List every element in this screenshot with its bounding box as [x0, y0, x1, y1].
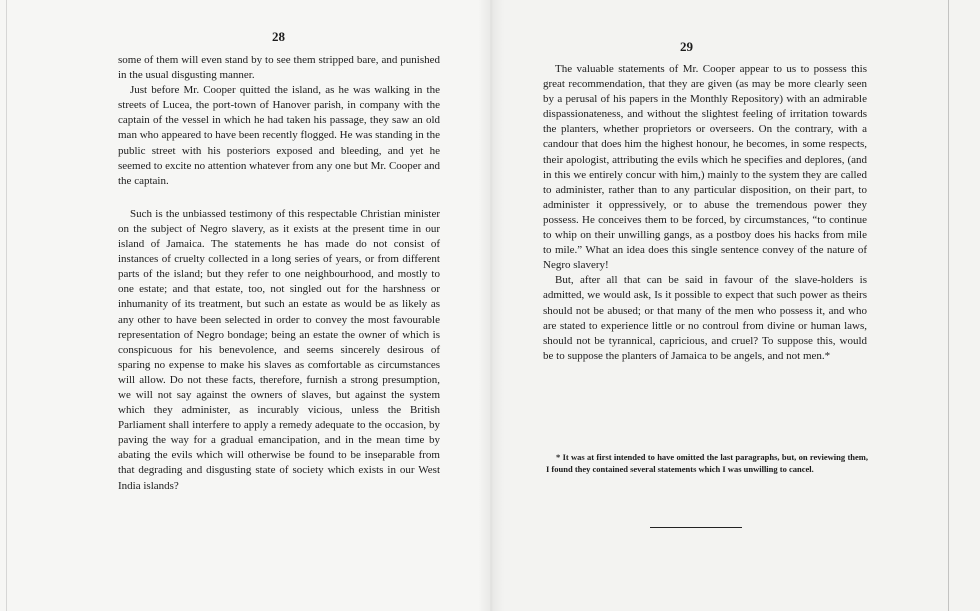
book-gutter [478, 0, 504, 611]
footnote: * It was at first intended to have omitted the last paragraphs, but, on reviewing them, I found they contained several statements which I was unwilling to cancel. [546, 452, 868, 474]
right-paragraph-1: The valuable statements of Mr. Cooper appear to us to possess this great recommendation, that they are given (as may be more clearly seen by a perusal of his papers in the Monthly Repository) with an admirable dispassionateness, and without the slightest feeling of irritation towards the planters, whether proprietors or overseers. On the contrary, with a candour that does him the highest honour, he becomes, in some respects, their apologist, attributing the evils which he specifies and deplores, (and in this we entirely concur with him,) mainly to the system they are called to administer, rather than to any particular disposition, on their part, to administer it oppressively, or to abuse the tremendous power they possess. He conceives them to be forced, by circumstances, “to continue to whip on their unwilling gangs, as a postboy does his hacks from mile to mile.” What an idea does this single sentence convey of the nature of Negro slavery! [543, 63, 867, 272]
left-paragraph-1: some of them will even stand by to see them stripped bare, and punished in the usual disgusting manner. [118, 54, 440, 82]
left-paragraph-2: Just before Mr. Cooper quitted the island, as he was walking in the streets of Lucea, the port-town of Hanover parish, in company with the captain of the vessel in which he had taken his passage, they saw an old man who appeared to have been recently flogged. He was standing in the public street with his posteriors exposed and bleeding, and yet he seemed to excite no attention whatever from any one but Mr. Cooper and the captain. [118, 84, 440, 187]
end-rule [650, 527, 742, 528]
left-page-text [118, 53, 440, 494]
paragraph-gap [118, 189, 440, 207]
right-paragraph-2: But, after all that can be said in favour of the slave-holders is admitted, we would ask, Is it possible to expect that such power as theirs should not be abused; or that many of the men who possess it, and who are stated to experience little or no controul from divine or human laws, should not be tyrannical, capricious, and cruel? To suppose this, would be to suppose the planters of Jamaica to be angels, and not men.* [543, 274, 867, 362]
left-page-number: 28 [272, 29, 285, 44]
left-page-edge [6, 0, 7, 611]
right-page [490, 0, 980, 611]
right-page-text [543, 62, 867, 364]
right-page-number: 29 [680, 39, 693, 54]
left-paragraph-3: Such is the unbiassed testimony of this respectable Christian minister on the subject of Negro slavery, as it exists at the present time in our island of Jamaica. The statements he has made do not consist of instances of cruelty collected in a long series of years, or from different parts of the island; but they refer to one neighbourhood, and mostly to one estate; and that estate, too, not singled out for the harshness or inhumanity of its treatment, but such an estate as would be as likely as any other to have been selected in order to convey the most favourable representation of Negro bondage; being an estate the owner of which is conspicuous for his benevolence, and seems sincerely desirous of sparing no expense to make his slaves as comfortable as circumstances will allow. Do not these facts, therefore, furnish a strong presumption, we will not say against the owners of slaves, but against the system which they administer, as incurably vicious, unless the British Parliament shall interfere to apply a remedy adequate to the occasion, by paving the way for a gradual emancipation, and in the mean time by abating the evils which will otherwise be found to be inseparable from that degrading and disgusting state of society which exists in our West India islands? [118, 207, 440, 492]
right-page-edge [948, 0, 949, 611]
